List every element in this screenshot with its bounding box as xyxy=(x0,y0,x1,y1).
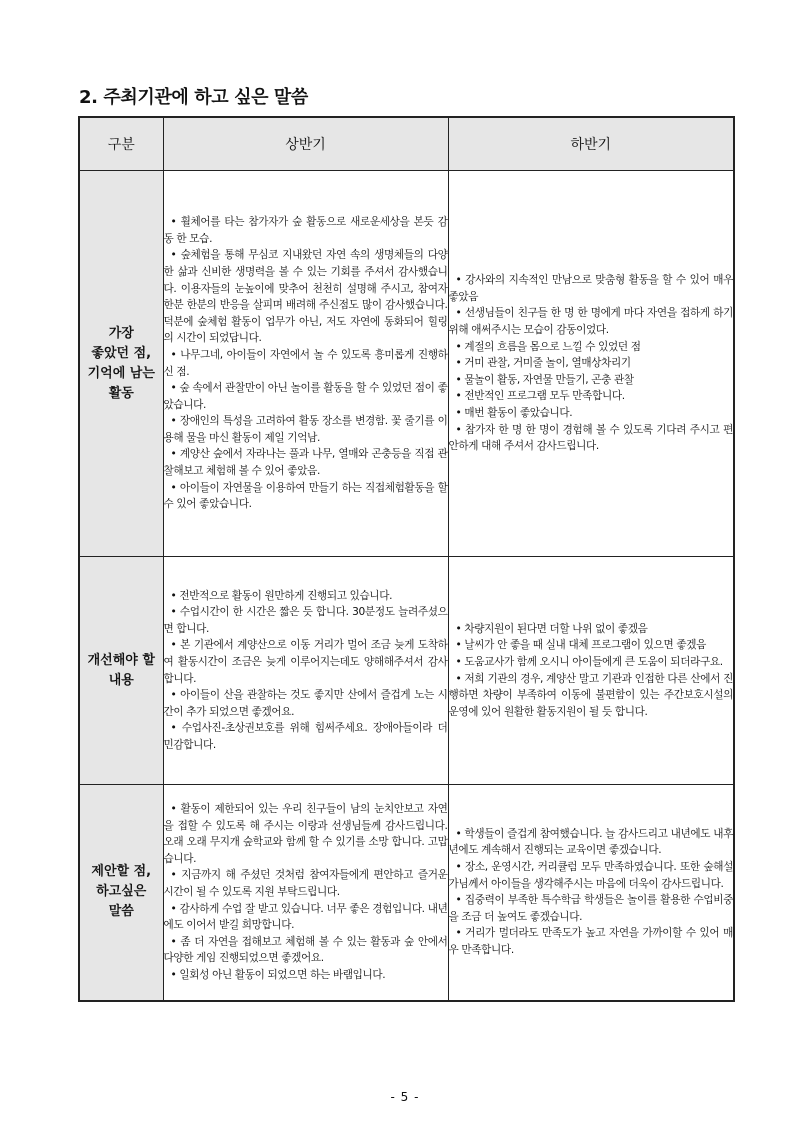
list-item: • 계절의 흐름을 몸으로 느낄 수 있었던 점 xyxy=(455,340,641,353)
list-item: • 전반적으로 활동이 원만하게 진행되고 있습니다. xyxy=(170,589,393,602)
list-item: • 저희 기관의 경우, 계양산 말고 기관과 인접한 다른 산에서 진행하면 차량이 부족하여 이동에 불편함이 있는 주간보호시설의 운영에 있어 원활한 활동지원이 될 듯 합니다. xyxy=(448,672,733,718)
row-label-best-activities xyxy=(79,171,163,557)
header-second-half: 하반기 xyxy=(448,117,734,171)
list-item: • 참가자 한 명 한 명이 경험해 볼 수 있도록 기다려 주시고 편안하게 대해 주셔서 감사드립니다. xyxy=(448,423,733,453)
list-item: • 강사와의 지속적인 만남으로 맞춤형 활동을 할 수 있어 매우 좋았음 xyxy=(448,274,733,303)
list-item: • 나무그네, 아이들이 자연에서 놀 수 있도록 흥미롭게 진행하신 점. xyxy=(163,348,448,378)
list-item: • 거미 관찰, 거미줄 놀이, 열매상차리기 xyxy=(455,357,631,370)
list-item: • 전반적인 프로그램 모두 만족합니다. xyxy=(455,390,625,403)
row-label-line: 기억에 남는 xyxy=(87,365,155,381)
list-item: • 아이들이 산을 관찰하는 것도 좋지만 산에서 즐겁게 노는 시간이 추가 되었으면 좋겠어요. xyxy=(163,689,448,718)
list-item: • 활동이 제한되어 있는 우리 친구들이 남의 눈치안보고 자연을 접할 수 있도록 해 주시는 이랑과 선생님들께 감사드립니다. 오래 오래 무지개 숲학교와 함께 할 수 있기를 소망 합니다. 고맙습니다. xyxy=(163,802,448,865)
list-item: • 아이들이 자연물을 이용하여 만들기 하는 직접체험활동을 할 수 있어 좋았습니다. xyxy=(163,481,448,511)
list-item: • 휠체어를 타는 참가자가 숲 활동으로 새로운세상을 본듯 감동 한 모습. xyxy=(163,216,448,245)
list-item: • 수업시간이 한 시간은 짧은 듯 합니다. 30분정도 늘려주셨으면 합니다. xyxy=(163,606,448,635)
feedback-table xyxy=(78,116,735,1002)
row-label-line: 가장 xyxy=(108,325,134,341)
page-number: - 5 - xyxy=(390,1090,420,1104)
list-item: • 거리가 멀더라도 만족도가 높고 자연을 가까이할 수 있어 매우 만족합니다. xyxy=(448,927,733,957)
list-item: • 매번 활동이 좋았습니다. xyxy=(455,406,573,419)
header-category: 구분 xyxy=(79,117,163,171)
list-item: • 장소, 운영시간, 커리큘럼 모두 만족하였습니다. 또한 숲해설가님께서 아이들을 생각해주시는 마음에 더욱이 감사드립니다. xyxy=(448,861,733,890)
list-item: • 감사하게 수업 잘 받고 있습니다. 너무 좋은 경험입니다. 내년에도 이어서 받길 희망합니다. xyxy=(163,902,448,932)
list-item: • 일회성 아닌 활동이 되었으면 하는 바램입니다. xyxy=(170,968,386,981)
table-header-row xyxy=(79,117,734,171)
cell-first-half-suggestions xyxy=(163,785,448,1001)
list-item: • 차량지원이 된다면 더할 나위 없이 좋겠음 xyxy=(455,622,648,635)
cell-first-half-improvements xyxy=(163,557,448,785)
list-item: • 수업사진-초상권보호를 위해 힘써주세요. 장애아들이라 더 민감합니다. xyxy=(163,722,448,751)
list-item: • 본 기관에서 계양산으로 이동 거리가 멀어 조금 늦게 도착하여 활동시간이 조금은 늦게 이루어지는데도 양해해주셔서 감사합니다. xyxy=(163,639,448,685)
list-item: • 집중력이 부족한 특수학급 학생들은 놀이를 활용한 수업비중을 조금 더 높여도 좋겠습니다. xyxy=(448,894,733,923)
list-item: • 학생들이 즐겁게 참여했습니다. 늘 감사드리고 내년에도 내후년에도 계속해서 진행되는 교육이면 좋겠습니다. xyxy=(448,827,733,857)
list-item: • 좀 더 자연을 접해보고 체험해 볼 수 있는 활동과 숲 안에서 다양한 게임 진행되었으면 좋겠어요. xyxy=(163,935,448,965)
cell-second-half-improvements xyxy=(448,557,734,785)
row-label-line: 활동 xyxy=(108,385,134,401)
table-row-suggestions xyxy=(79,785,734,1001)
row-label-line: 하고싶은 xyxy=(96,884,147,900)
list-item: • 장애인의 특성을 고려하여 활동 장소를 변경함. 꽃 줄기를 이용해 물을 마신 활동이 제일 기억남. xyxy=(163,415,448,444)
row-label-line: 제안할 점, xyxy=(91,864,152,880)
table-row-best-activities xyxy=(79,171,734,557)
row-label-improvements xyxy=(79,557,163,785)
list-item: • 물놀이 활동, 자연물 만들기, 곤충 관찰 xyxy=(455,373,634,386)
cell-second-half-best xyxy=(448,171,734,557)
row-label-line: 내용 xyxy=(108,672,134,688)
row-label-suggestions xyxy=(79,785,163,1001)
header-first-half: 상반기 xyxy=(163,117,448,171)
row-label-line: 말씀 xyxy=(108,904,134,920)
cell-second-half-suggestions xyxy=(448,785,734,1001)
list-item: • 숲 속에서 관찰만이 아닌 놀이를 활동을 할 수 있었던 점이 좋았습니다. xyxy=(163,382,448,411)
section-title: 2. 주최기관에 하고 싶은 말씀 xyxy=(79,87,308,108)
row-label-line: 개선해야 할 xyxy=(87,652,155,668)
table-row-improvements xyxy=(79,557,734,785)
list-item: • 지금까지 해 주셨던 것처럼 참여자들에게 편안하고 즐거운 시간이 될 수 있도록 지원 부탁드립니다. xyxy=(163,869,448,898)
list-item: • 날씨가 안 좋을 때 실내 대체 프로그램이 있으면 좋겠음 xyxy=(455,639,706,652)
list-item: • 도움교사가 함께 오시니 아이들에게 큰 도움이 되더라구요. xyxy=(455,655,723,668)
cell-first-half-best xyxy=(163,171,448,557)
list-item: • 계양산 숲에서 자라나는 풀과 나무, 열매와 곤충등을 직접 관찰해보고 체험해 볼 수 있어 좋았음. xyxy=(163,448,448,478)
list-item: • 선생님들이 친구들 한 명 한 명에게 마다 자연을 접하게 하기 위해 애써주시는 모습이 감동이었다. xyxy=(448,307,733,337)
list-item: • 숲체험을 통해 무심코 지내왔던 자연 속의 생명체들의 다양한 삶과 신비한 생명력을 볼 수 있는 기회를 주셔서 감사했습니다. 이용자들의 눈높이에 맞추어 천천히 설명해 주시고, 참여자 한분 한분의 반응을 살피며 배려해 주신점도 많이 감사했습니다. 덕분에 숲체험 활동이 업무가 아닌, 저도 자연에 동화되어 힐링의 시간이 되었답니다. xyxy=(163,249,448,345)
row-label-line: 좋았던 점, xyxy=(91,345,152,361)
